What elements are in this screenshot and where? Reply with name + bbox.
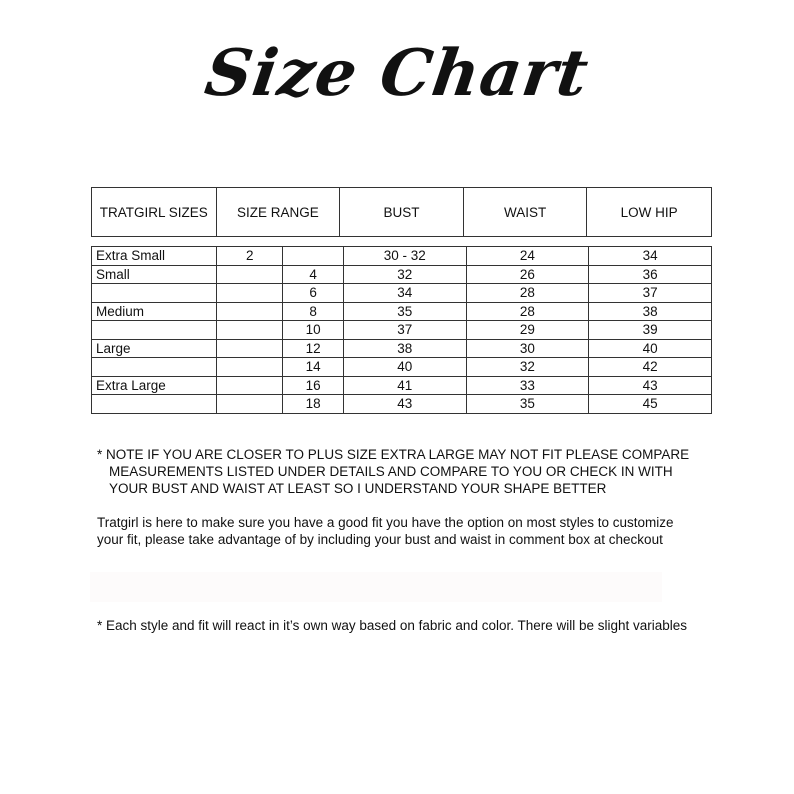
bust-cell: 37: [343, 321, 466, 340]
size-name-cell: [92, 284, 217, 303]
size-name-cell: [92, 321, 217, 340]
table-row: [92, 265, 712, 284]
header-sizes: TRATGIRL SIZES: [92, 188, 217, 236]
waist-cell: 28: [466, 302, 589, 321]
table-row: [92, 302, 712, 321]
size-range-cell: 4: [283, 265, 344, 284]
low-hip-cell: 37: [589, 284, 712, 303]
size-range-cell: [217, 339, 283, 358]
header-waist: WAIST: [464, 188, 588, 236]
table-row: [92, 339, 712, 358]
waist-cell: 32: [466, 358, 589, 377]
table-row: [92, 247, 712, 266]
size-range-cell: [283, 247, 344, 266]
table-row: [92, 358, 712, 377]
size-range-cell: [217, 284, 283, 303]
plus-size-note-line: * NOTE IF YOU ARE CLOSER TO PLUS SIZE EXTRA LARGE MAY NOT FIT PLEASE COMPARE: [97, 447, 690, 462]
bust-cell: 43: [343, 395, 466, 414]
waist-cell: 24: [466, 247, 589, 266]
page-title: Size Chart: [200, 36, 594, 111]
size-range-cell: [217, 321, 283, 340]
plus-size-note: [97, 446, 717, 497]
size-range-cell: 10: [283, 321, 344, 340]
waist-cell: 30: [466, 339, 589, 358]
size-range-cell: [217, 265, 283, 284]
low-hip-cell: 40: [589, 339, 712, 358]
size-range-cell: 18: [283, 395, 344, 414]
table-header: [91, 187, 712, 237]
low-hip-cell: 38: [589, 302, 712, 321]
plus-size-note-line: MEASUREMENTS LISTED UNDER DETAILS AND COMPARE TO YOU OR CHECK IN WITH: [109, 464, 673, 479]
header-low-hip: LOW HIP: [620, 204, 678, 220]
bust-cell: 41: [343, 376, 466, 395]
size-name-cell: Extra Small: [92, 247, 217, 266]
plus-size-note-line: YOUR BUST AND WAIST AT LEAST SO I UNDERSTAND YOUR SHAPE BETTER: [109, 481, 607, 496]
table-row: [92, 284, 712, 303]
size-table: [91, 246, 712, 414]
bust-cell: 40: [343, 358, 466, 377]
bust-cell: 38: [343, 339, 466, 358]
low-hip-cell: 43: [589, 376, 712, 395]
waist-cell: 29: [466, 321, 589, 340]
header-size-range: SIZE RANGE: [217, 188, 341, 236]
size-range-cell: [217, 376, 283, 395]
fabric-note: * Each style and fit will react in it’s own way based on fabric and color. There will be slight variables: [97, 618, 688, 633]
waist-cell: 35: [466, 395, 589, 414]
bust-cell: 32: [343, 265, 466, 284]
low-hip-cell: 36: [589, 265, 712, 284]
header-bust: BUST: [340, 188, 464, 236]
fit-note-line: your fit, please take advantage of by including your bust and waist in comment box at checkout: [97, 532, 663, 547]
size-name-cell: [92, 395, 217, 414]
low-hip-cell: 45: [589, 395, 712, 414]
size-name-cell: Large: [92, 339, 217, 358]
size-range-cell: [217, 395, 283, 414]
low-hip-cell: 34: [589, 247, 712, 266]
bust-cell: 35: [343, 302, 466, 321]
size-range-cell: 2: [217, 247, 283, 266]
size-name-cell: Medium: [92, 302, 217, 321]
bust-cell: 30 - 32: [343, 247, 466, 266]
low-hip-cell: 39: [589, 321, 712, 340]
table-row: [92, 395, 712, 414]
size-range-cell: [217, 302, 283, 321]
low-hip-cell: 42: [589, 358, 712, 377]
blank-area: [90, 572, 662, 602]
waist-cell: 26: [466, 265, 589, 284]
fit-note: [97, 514, 717, 548]
size-name-cell: Small: [92, 265, 217, 284]
table-row: [92, 321, 712, 340]
table-row: [92, 376, 712, 395]
size-range-cell: 6: [283, 284, 344, 303]
size-name-cell: [92, 358, 217, 377]
waist-cell: 28: [466, 284, 589, 303]
bust-cell: 34: [343, 284, 466, 303]
size-range-cell: 16: [283, 376, 344, 395]
size-range-cell: 14: [283, 358, 344, 377]
size-range-cell: [217, 358, 283, 377]
size-range-cell: 8: [283, 302, 344, 321]
size-range-cell: 12: [283, 339, 344, 358]
size-name-cell: Extra Large: [92, 376, 217, 395]
fit-note-line: Tratgirl is here to make sure you have a good fit you have the option on most styles to customize: [97, 515, 674, 530]
waist-cell: 33: [466, 376, 589, 395]
